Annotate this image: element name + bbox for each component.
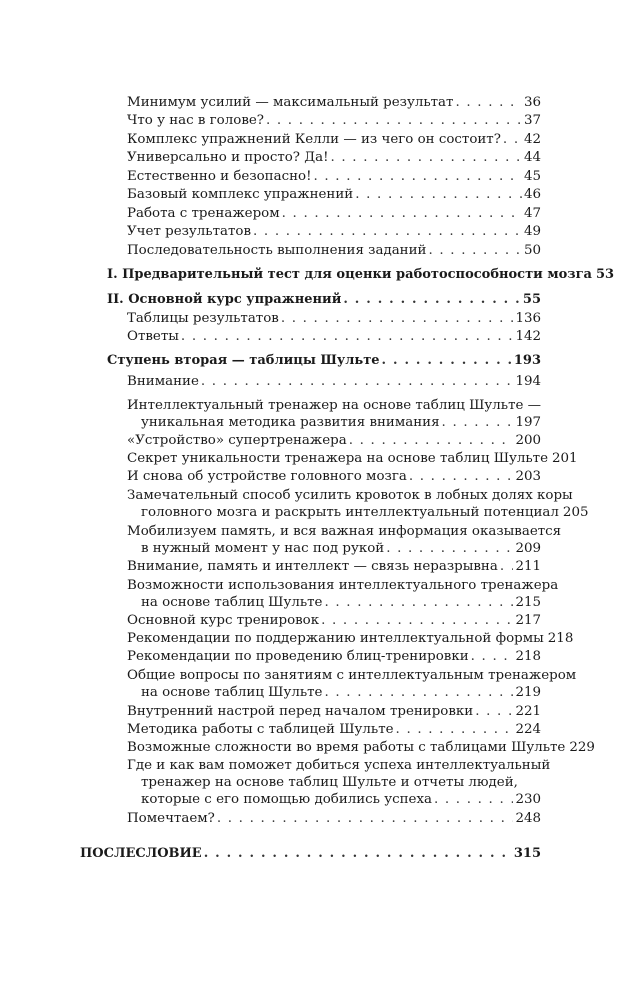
toc-entry-page: 136 — [515, 311, 541, 326]
toc-entry[interactable] — [127, 810, 541, 827]
toc-entry-title: Комплекс упражнений Келли — из чего он состоит? — [127, 132, 501, 147]
toc-entry-page: 194 — [515, 374, 541, 389]
toc-dot-leader — [282, 205, 522, 222]
toc-entry-page: 46 — [523, 187, 541, 202]
toc-entry[interactable] — [127, 149, 541, 166]
toc-entry-page: 42 — [523, 132, 541, 147]
toc-entry-first-line[interactable]: Общие вопросы по занятиям с интеллектуальным тренажером — [127, 668, 577, 683]
toc-entry-title: Рекомендации по поддержанию интеллектуальной формы — [127, 631, 544, 646]
toc-entry-page: 229 — [569, 740, 595, 755]
toc-entry-title: на основе таблиц Шульте — [141, 595, 323, 610]
toc-entry-title: И снова об устройстве головного мозга — [127, 469, 407, 484]
toc-entry[interactable] — [127, 612, 541, 629]
toc-entry[interactable] — [127, 721, 541, 738]
toc-entry[interactable] — [127, 310, 541, 327]
toc-entry-title: Методика работы с таблицей Шульте — [127, 722, 394, 737]
toc-entry[interactable] — [127, 328, 541, 345]
toc-entry[interactable] — [127, 186, 541, 203]
toc-entry-title: Последовательность выполнения заданий — [127, 243, 427, 258]
toc-entry-page: 36 — [523, 95, 541, 110]
toc-entry[interactable] — [141, 791, 541, 808]
toc-dot-leader — [324, 594, 513, 611]
toc-entry-title: Внутренний настрой перед началом тренировки — [127, 704, 474, 719]
toc-entry-title: Основной курс тренировок — [127, 613, 320, 628]
toc-entry-page: 37 — [523, 113, 541, 128]
toc-entry-page: 203 — [515, 469, 541, 484]
toc-entry[interactable] — [127, 205, 541, 222]
toc-entry-page: 221 — [515, 704, 541, 719]
toc-section[interactable] — [107, 291, 541, 308]
toc-dot-leader — [503, 131, 522, 148]
toc-entry-title: которые с его помощью добились успеха — [141, 792, 432, 807]
toc-entry-title: головного мозга и раскрыть интеллектуальный потенциал — [141, 505, 559, 520]
toc-entry[interactable] — [127, 242, 541, 259]
toc-entry[interactable] — [127, 703, 541, 720]
toc-dot-leader — [500, 558, 514, 575]
toc-entry[interactable] — [141, 504, 589, 521]
toc-entry[interactable] — [141, 540, 541, 557]
toc-dot-leader — [204, 845, 512, 862]
toc-entry-page: 45 — [523, 169, 541, 184]
toc-entry-title: Внимание, память и интеллект — связь неразрывна — [127, 559, 498, 574]
toc-dot-leader — [201, 373, 514, 390]
toc-entry[interactable] — [127, 131, 541, 148]
toc-entry-page: 44 — [523, 150, 541, 165]
toc-entry[interactable] — [127, 112, 541, 129]
toc-dot-leader — [321, 612, 513, 629]
toc-entry-title: в нужный момент у нас под рукой — [141, 541, 385, 556]
toc-entry-page: 47 — [523, 206, 541, 221]
toc-dot-leader — [434, 791, 513, 808]
toc-entry-page: 219 — [515, 685, 541, 700]
toc-entry-title: Работа с тренажером — [127, 206, 280, 221]
toc-dot-leader — [324, 684, 513, 701]
toc-entry-page: 248 — [515, 811, 541, 826]
toc-entry-first-line[interactable]: Где и как вам поможет добиться успеха интеллектуальный — [127, 758, 551, 773]
toc-dot-leader — [266, 112, 522, 129]
toc-dot-leader — [428, 242, 522, 259]
toc-section-page: 53 — [595, 267, 615, 282]
toc-entry-first-line[interactable]: Замечательный способ усилить кровоток в лобных долях коры — [127, 488, 573, 503]
toc-entry-title: на основе таблиц Шульте — [141, 685, 323, 700]
toc-entry-page: 209 — [515, 541, 541, 556]
toc-entry-first-line[interactable]: Интеллектуальный тренажер на основе таблиц Шульте — — [127, 398, 542, 413]
toc-entry-title: Что у нас в голове? — [127, 113, 264, 128]
toc-entry-title: Рекомендации по проведению блиц-тренировки — [127, 649, 469, 664]
toc-entry-title: «Устройство» супертренажера — [127, 433, 347, 448]
toc-entry-first-line[interactable]: Возможности использования интеллектуального тренажера — [127, 578, 559, 593]
toc-entry-page: 218 — [515, 649, 541, 664]
toc-entry[interactable] — [127, 223, 541, 240]
toc-entry-title: Базовый комплекс упражнений — [127, 187, 354, 202]
toc-section[interactable] — [107, 266, 615, 283]
toc-entry[interactable] — [127, 168, 541, 185]
toc-dot-leader — [386, 540, 513, 557]
toc-entry[interactable] — [127, 450, 578, 467]
toc-entry-title: Ответы — [127, 329, 179, 344]
toc-dot-leader — [455, 94, 522, 111]
toc-entry-page: 197 — [515, 415, 541, 430]
toc-entry-page: 201 — [552, 451, 578, 466]
toc-entry[interactable] — [127, 94, 541, 111]
toc-dot-leader — [253, 223, 522, 240]
toc-section-page: 193 — [513, 353, 541, 368]
toc-section-title: I. Предварительный тест для оценки работоспособности мозга — [107, 267, 592, 282]
toc-entry[interactable] — [127, 468, 541, 485]
toc-entry[interactable] — [127, 739, 595, 756]
toc-entry-page: 50 — [523, 243, 541, 258]
toc-dot-leader — [382, 352, 512, 369]
toc-entry[interactable] — [127, 630, 574, 647]
toc-entry-title: Внимание — [127, 374, 199, 389]
toc-section-title: ПОСЛЕСЛОВИЕ — [80, 846, 202, 861]
toc-dot-leader — [330, 149, 521, 166]
toc-dot-leader — [409, 468, 514, 485]
toc-dot-leader — [475, 703, 513, 720]
toc-dot-leader — [181, 328, 514, 345]
toc-section-title: Ступень вторая — таблицы Шульте — [107, 353, 380, 368]
toc-dot-leader — [396, 721, 514, 738]
toc-entry[interactable] — [141, 684, 541, 701]
toc-entry[interactable] — [127, 432, 541, 449]
toc-entry-page: 215 — [515, 595, 541, 610]
toc-entry-second-line[interactable]: тренажер на основе таблиц Шульте и отчеты людей, — [141, 775, 518, 790]
toc-section-title: II. Основной курс упражнений — [107, 292, 342, 307]
toc-dot-leader — [442, 414, 514, 431]
toc-entry[interactable] — [127, 558, 541, 575]
toc-section[interactable] — [80, 845, 541, 862]
toc-section-page: 55 — [522, 292, 541, 307]
toc-section-page: 315 — [513, 846, 541, 861]
toc-entry[interactable] — [127, 648, 541, 665]
toc-dot-leader — [355, 186, 522, 203]
toc-entry-title: Секрет уникальности тренажера на основе таблиц Шульте — [127, 451, 548, 466]
toc-dot-leader — [281, 310, 514, 327]
toc-entry-page: 49 — [523, 224, 541, 239]
toc-entry-page: 142 — [515, 329, 541, 344]
toc-entry-title: Учет результатов — [127, 224, 251, 239]
toc-entry-title: Таблицы результатов — [127, 311, 279, 326]
toc-entry[interactable] — [141, 414, 541, 431]
toc-entry-page: 200 — [515, 433, 541, 448]
toc-entry-title: Возможные сложности во время работы с таблицами Шульте — [127, 740, 566, 755]
toc-entry-title: Универсально и просто? Да! — [127, 150, 329, 165]
toc-entry-title: уникальная методика развития внимания — [141, 415, 440, 430]
toc-entry-first-line[interactable]: Мобилизуем память, и вся важная информация оказывается — [127, 524, 562, 539]
toc-entry-page: 224 — [515, 722, 541, 737]
toc-dot-leader — [471, 648, 514, 665]
toc-dot-leader — [217, 810, 514, 827]
toc-entry-title: Помечтаем? — [127, 811, 215, 826]
toc-dot-leader — [349, 432, 514, 449]
toc-entry[interactable] — [127, 373, 541, 390]
toc-entry-page: 217 — [515, 613, 541, 628]
toc-entry-page: 230 — [515, 792, 541, 807]
toc-entry-page: 205 — [562, 505, 589, 520]
toc-dot-leader — [343, 291, 521, 308]
toc-entry-page: 211 — [515, 559, 541, 574]
toc-dot-leader — [313, 168, 521, 185]
toc-entry[interactable] — [141, 594, 541, 611]
toc-entry-title: Минимум усилий — максимальный результат — [127, 95, 454, 110]
toc-section[interactable] — [107, 352, 541, 369]
toc-entry-page: 218 — [547, 631, 574, 646]
toc-entry-title: Естественно и безопасно! — [127, 169, 312, 184]
